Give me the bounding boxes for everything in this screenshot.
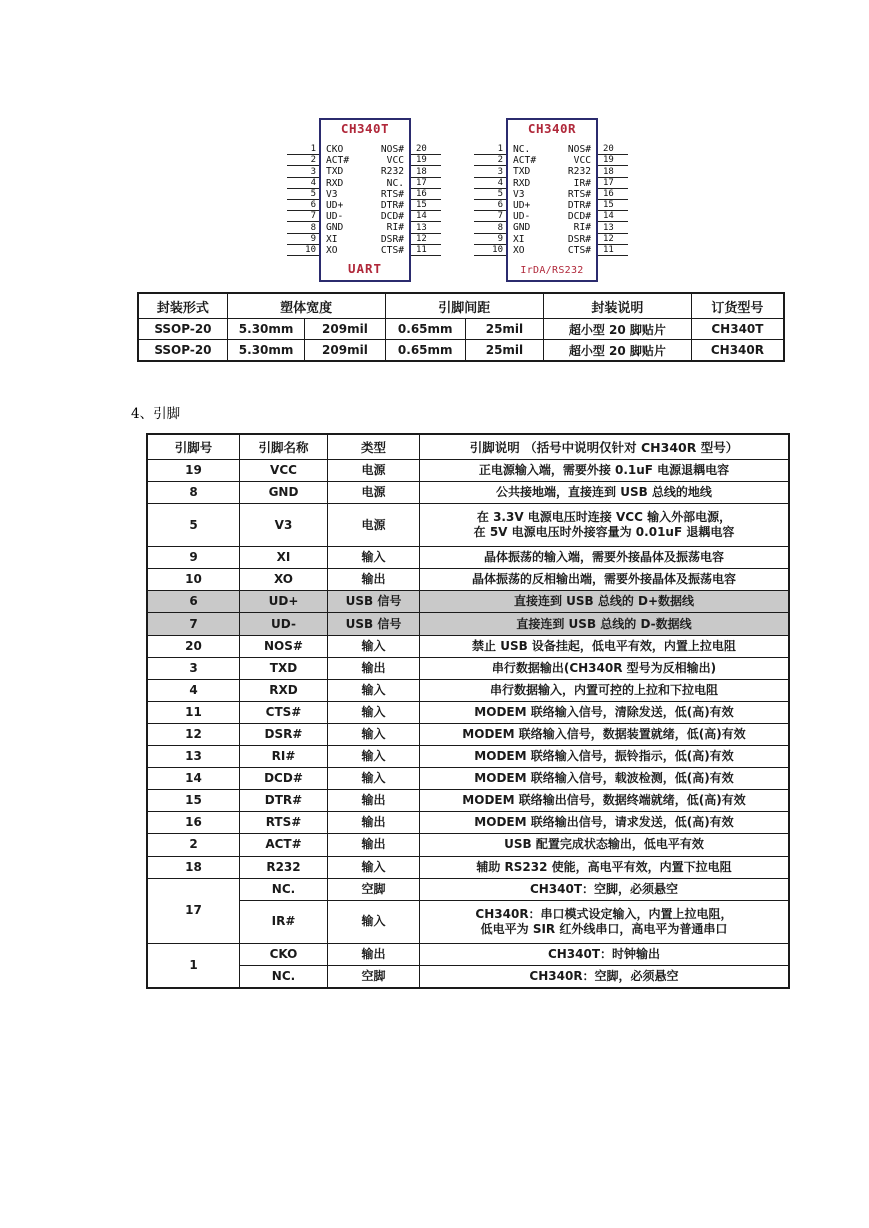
pin-description: 辅助 RS232 使能，高电平有效，内置下拉电阻	[420, 856, 790, 878]
pin-lead-left	[287, 211, 319, 222]
body-width-mil: 209mil	[305, 319, 385, 340]
pin-table-row	[147, 856, 789, 878]
pin-description: CH340R：空脚，必须悬空	[420, 965, 790, 988]
pin-description: 串行数据输出(CH340R 型号为反相输出)	[420, 657, 790, 679]
pin-number: 7	[497, 211, 503, 222]
pin-name-label: UD+	[326, 200, 344, 211]
pin-table-row	[147, 635, 789, 657]
body-width-mm: 5.30mm	[227, 319, 304, 340]
pin-name-label: VCC	[573, 155, 591, 167]
pin-table-row	[147, 613, 789, 635]
pin-number: 4	[310, 177, 316, 188]
pin-name-label: DSR#	[567, 233, 591, 245]
pin-number: 15	[147, 790, 240, 812]
pin-name: GND	[240, 482, 328, 504]
pin-description: CH340T：空脚，必须悬空	[420, 878, 790, 900]
pin-name: ACT#	[240, 834, 328, 856]
header-body-width: 塑体宽度	[227, 293, 385, 319]
pin-number: 15	[416, 200, 427, 211]
pin-lead-right	[411, 234, 441, 245]
ch340r-pinout-diagram	[506, 118, 598, 282]
pin-number: 5	[497, 188, 503, 199]
pin-name: IR#	[240, 900, 328, 943]
pin-number: 16	[147, 812, 240, 834]
pin-lead-left	[287, 245, 319, 256]
pin-type: 空脚	[328, 965, 420, 988]
pin-description: MODEM 联络输入信号，数据装置就绪，低(高)有效	[420, 723, 790, 745]
pin-name-label: UD-	[326, 211, 344, 223]
header-pin-number: 引脚号	[147, 434, 240, 460]
pin-table-row	[147, 591, 789, 613]
pin-table-row	[147, 482, 789, 504]
pin-type: 输出	[328, 569, 420, 591]
header-pin-name: 引脚名称	[240, 434, 328, 460]
header-order-model: 订货型号	[691, 293, 784, 319]
pin-name: UD+	[240, 591, 328, 613]
pin-number: 16	[603, 188, 614, 199]
pin-number: 16	[416, 188, 427, 199]
pin-lead-left	[474, 211, 506, 222]
pin-description: USB 配置完成状态输出，低电平有效	[420, 834, 790, 856]
pin-lead-right	[598, 144, 628, 155]
pin-number: 3	[497, 166, 503, 177]
package-table-row	[138, 319, 784, 340]
pin-table-row	[147, 878, 789, 900]
order-model: CH340R	[691, 340, 784, 362]
pin-table-row	[147, 547, 789, 569]
pin-number: 10	[147, 569, 240, 591]
pin-type: 电源	[328, 482, 420, 504]
pin-number: 4	[147, 679, 240, 701]
pin-name-label: CTS#	[380, 244, 404, 256]
pin-number: 4	[497, 177, 503, 188]
pin-name: VCC	[240, 460, 328, 482]
pin-number: 1	[147, 943, 240, 988]
pin-pitch-mm: 0.65mm	[385, 319, 465, 340]
pin-name: NC.	[240, 878, 328, 900]
pin-name-label: DCD#	[567, 211, 591, 223]
pin-lead-right	[411, 245, 441, 256]
pin-type: USB 信号	[328, 613, 420, 635]
pin-type: 输入	[328, 679, 420, 701]
pin-name-label: NOS#	[380, 144, 404, 155]
pin-lead-line	[474, 255, 506, 256]
ch340t-pinout-diagram	[319, 118, 411, 282]
pin-number: 6	[147, 591, 240, 613]
pin-type: 输出	[328, 790, 420, 812]
pin-number: 5	[310, 188, 316, 199]
chip-interface-label: UART	[347, 261, 383, 276]
pin-number: 1	[310, 144, 316, 155]
body-width-mm: 5.30mm	[227, 340, 304, 362]
pin-name-label: DTR#	[567, 200, 591, 211]
pin-number: 12	[416, 233, 427, 244]
package-desc: 超小型 20 脚贴片	[543, 319, 691, 340]
pin-name-label: V3	[513, 188, 525, 200]
pin-lead-left	[474, 144, 506, 155]
pin-type: 空脚	[328, 878, 420, 900]
pin-name: XO	[240, 569, 328, 591]
pin-number: 1	[497, 144, 503, 155]
pin-type: 电源	[328, 504, 420, 547]
pin-number: 9	[310, 233, 316, 244]
pin-number: 6	[497, 200, 503, 211]
pin-name-label: RTS#	[380, 188, 404, 200]
pin-number: 17	[147, 878, 240, 943]
pin-lead-left	[474, 234, 506, 245]
chip-title: CH340T	[340, 121, 390, 136]
pin-lead-right	[411, 166, 441, 177]
package-table-header	[138, 293, 784, 319]
pin-description: MODEM 联络输出信号，请求发送，低(高)有效	[420, 812, 790, 834]
pin-lead-right	[411, 211, 441, 222]
pin-number: 2	[497, 155, 503, 166]
pin-table-row	[147, 943, 789, 965]
pin-lead-left	[287, 200, 319, 211]
pin-name-label: CTS#	[567, 244, 591, 256]
package-form: SSOP-20	[138, 319, 227, 340]
pin-table-row	[147, 657, 789, 679]
pin-number: 10	[492, 244, 503, 255]
pin-number: 18	[603, 166, 614, 177]
pin-description-line: 在 5V 电源电压时外接容量为 0.01uF 退耦电容	[473, 525, 735, 540]
pin-pitch-mil: 25mil	[465, 319, 543, 340]
pin-description	[420, 900, 790, 943]
pin-lead-left	[287, 222, 319, 233]
pin-table-row	[147, 746, 789, 768]
pin-description: 禁止 USB 设备挂起，低电平有效，内置上拉电阻	[420, 635, 790, 657]
pin-number: 18	[416, 166, 427, 177]
pin-description-line: CH340R：串口模式设定输入，内置上拉电阻，	[475, 906, 733, 921]
pin-lead-right	[411, 155, 441, 166]
pin-table-row	[147, 569, 789, 591]
pin-name-label: VCC	[386, 155, 404, 167]
pin-description: MODEM 联络输入信号，载波检测，低(高)有效	[420, 768, 790, 790]
pin-name: V3	[240, 504, 328, 547]
pin-number: 14	[147, 768, 240, 790]
pin-description: MODEM 联络输出信号，数据终端就绪，低(高)有效	[420, 790, 790, 812]
pin-name-label: NC.	[513, 144, 531, 155]
pin-type: 输出	[328, 943, 420, 965]
pin-number: 13	[416, 222, 427, 233]
pin-lead-left	[474, 200, 506, 211]
pin-number: 5	[147, 504, 240, 547]
pin-type: 输入	[328, 547, 420, 569]
pin-number: 12	[603, 233, 614, 244]
pin-name: NOS#	[240, 635, 328, 657]
pin-lead-right	[411, 189, 441, 200]
pin-name-label: TXD	[326, 166, 344, 178]
pin-name-label: R232	[380, 166, 404, 178]
pin-description: 直接连到 USB 总线的 D+数据线	[420, 591, 790, 613]
pin-number: 2	[147, 834, 240, 856]
pin-name-label: R232	[567, 166, 591, 178]
pin-lead-left	[287, 144, 319, 155]
pin-number: 14	[603, 211, 614, 222]
pin-table-row	[147, 965, 789, 988]
pin-lead-right	[598, 211, 628, 222]
pin-description: 晶体振荡的输入端，需要外接晶体及振荡电容	[420, 547, 790, 569]
pin-table-row	[147, 900, 789, 943]
pin-number: 9	[147, 547, 240, 569]
pin-table-row	[147, 679, 789, 701]
pin-description-line: 低电平为 SIR 红外线串口，高电平为普通串口	[480, 921, 728, 936]
header-pin-desc: 引脚说明 （括号中说明仅针对 CH340R 型号）	[420, 434, 790, 460]
pin-number: 7	[310, 211, 316, 222]
pin-type: 输入	[328, 701, 420, 723]
pin-description: CH340T：时钟输出	[420, 943, 790, 965]
pin-name: UD-	[240, 613, 328, 635]
header-package-form: 封装形式	[138, 293, 227, 319]
pin-description: MODEM 联络输入信号，振铃指示，低(高)有效	[420, 746, 790, 768]
pin-name-label: UD-	[513, 211, 531, 223]
pin-type: 输入	[328, 746, 420, 768]
pin-number: 18	[147, 856, 240, 878]
pin-number: 17	[603, 177, 614, 188]
pin-table-row	[147, 834, 789, 856]
pin-number: 15	[603, 200, 614, 211]
pin-number: 19	[147, 460, 240, 482]
pin-description: 公共接地端，直接连到 USB 总线的地线	[420, 482, 790, 504]
pin-name-label: RI#	[573, 222, 591, 234]
pin-type: 电源	[328, 460, 420, 482]
pin-number: 13	[603, 222, 614, 233]
pin-lead-left	[474, 166, 506, 177]
pin-lead-right	[411, 222, 441, 233]
pin-number: 19	[603, 155, 614, 166]
pin-lead-left	[287, 178, 319, 189]
pin-type: 输出	[328, 812, 420, 834]
pin-number: 20	[603, 144, 614, 155]
pin-number: 11	[416, 244, 427, 255]
pin-table-header	[147, 434, 789, 460]
pin-name-label: ACT#	[513, 155, 537, 167]
header-pin-pitch: 引脚间距	[385, 293, 543, 319]
pin-table-row	[147, 723, 789, 745]
pin-name-label: IR#	[573, 177, 591, 189]
package-table-row	[138, 340, 784, 362]
pin-number: 10	[305, 244, 316, 255]
order-model: CH340T	[691, 319, 784, 340]
pin-lead-left	[474, 178, 506, 189]
pin-name: DTR#	[240, 790, 328, 812]
pin-type: 输入	[328, 768, 420, 790]
pin-lead-left	[287, 234, 319, 245]
pin-lead-right	[411, 144, 441, 155]
pin-type: 输出	[328, 657, 420, 679]
pin-table-row	[147, 790, 789, 812]
pin-number: 11	[603, 244, 614, 255]
pin-name-label: UD+	[513, 200, 531, 211]
chip-title: CH340R	[527, 121, 577, 136]
pin-name-label: GND	[326, 222, 344, 234]
pin-name: TXD	[240, 657, 328, 679]
pin-description: 晶体振荡的反相输出端，需要外接晶体及振荡电容	[420, 569, 790, 591]
pin-number: 12	[147, 723, 240, 745]
body-width-mil: 209mil	[305, 340, 385, 362]
pin-name: CKO	[240, 943, 328, 965]
pin-lead-right	[598, 222, 628, 233]
pin-name: DCD#	[240, 768, 328, 790]
pin-lead-right	[598, 245, 628, 256]
pin-name: DSR#	[240, 723, 328, 745]
pin-lead-right	[598, 189, 628, 200]
pin-lead-right	[598, 178, 628, 189]
pin-description: 串行数据输入，内置可控的上拉和下拉电阻	[420, 679, 790, 701]
pin-name-label: DCD#	[380, 211, 404, 223]
pin-description: MODEM 联络输入信号，清除发送，低(高)有效	[420, 701, 790, 723]
pin-name: RTS#	[240, 812, 328, 834]
pin-number: 20	[416, 144, 427, 155]
pin-description	[420, 504, 790, 547]
pin-number: 9	[497, 233, 503, 244]
pin-type: USB 信号	[328, 591, 420, 613]
pin-lead-left	[287, 166, 319, 177]
pin-name-label: NC.	[386, 177, 404, 189]
pin-lead-right	[411, 200, 441, 211]
pin-name: NC.	[240, 965, 328, 988]
pin-name: R232	[240, 856, 328, 878]
pin-name-label: RTS#	[567, 188, 591, 200]
pin-table-row	[147, 460, 789, 482]
pin-number: 8	[147, 482, 240, 504]
pin-name: RI#	[240, 746, 328, 768]
pin-name-label: ACT#	[326, 155, 350, 167]
pin-name: CTS#	[240, 701, 328, 723]
pin-name-label: DTR#	[380, 200, 404, 211]
pin-number: 14	[416, 211, 427, 222]
pin-name-label: XO	[513, 244, 525, 256]
pin-lead-left	[474, 222, 506, 233]
pin-lead-line	[411, 255, 441, 256]
pin-pitch-mm: 0.65mm	[385, 340, 465, 362]
pin-description: 正电源输入端，需要外接 0.1uF 电源退耦电容	[420, 460, 790, 482]
pin-table-row	[147, 812, 789, 834]
pin-description-line: 在 3.3V 电源电压时连接 VCC 输入外部电源，	[476, 510, 732, 525]
pin-lead-right	[598, 155, 628, 166]
pin-name-label: RXD	[326, 177, 344, 189]
pin-name-label: CKO	[326, 144, 344, 155]
package-table	[137, 292, 785, 362]
pin-description-table	[146, 433, 790, 989]
pin-type: 输入	[328, 635, 420, 657]
header-pin-type: 类型	[328, 434, 420, 460]
pin-description: 直接连到 USB 总线的 D-数据线	[420, 613, 790, 635]
pin-number: 3	[310, 166, 316, 177]
pin-lead-right	[598, 166, 628, 177]
pin-name-label: RI#	[386, 222, 404, 234]
pin-lead-line	[598, 255, 628, 256]
pin-lead-left	[474, 245, 506, 256]
pin-number: 11	[147, 701, 240, 723]
pin-type: 输出	[328, 834, 420, 856]
pin-number: 2	[310, 155, 316, 166]
pin-number: 6	[310, 200, 316, 211]
pin-lead-right	[411, 178, 441, 189]
pin-lead-left	[474, 155, 506, 166]
pin-number: 19	[416, 155, 427, 166]
pin-type: 输入	[328, 856, 420, 878]
pin-lead-right	[598, 200, 628, 211]
pin-name-label: RXD	[513, 177, 531, 189]
pin-pitch-mil: 25mil	[465, 340, 543, 362]
package-form: SSOP-20	[138, 340, 227, 362]
pin-name-label: V3	[326, 188, 338, 200]
chip-interface-label: IrDA/RS232	[520, 265, 584, 276]
pin-table-row	[147, 701, 789, 723]
section-heading: 4、引脚	[131, 406, 181, 422]
pin-name-label: GND	[513, 222, 531, 234]
pin-number: 7	[147, 613, 240, 635]
pin-type: 输入	[328, 900, 420, 943]
pin-table-row	[147, 768, 789, 790]
pin-lead-left	[287, 155, 319, 166]
pin-lead-line	[287, 255, 319, 256]
pin-table-row	[147, 504, 789, 547]
pin-name-label: XI	[513, 233, 525, 245]
header-package-desc: 封装说明	[543, 293, 691, 319]
pin-number: 20	[147, 635, 240, 657]
pin-number: 17	[416, 177, 427, 188]
pin-number: 8	[497, 222, 503, 233]
pin-lead-left	[474, 189, 506, 200]
pin-name-label: NOS#	[567, 144, 591, 155]
pin-name: RXD	[240, 679, 328, 701]
pin-lead-right	[598, 234, 628, 245]
pin-name-label: XO	[326, 244, 338, 256]
pin-number: 13	[147, 746, 240, 768]
pin-name: XI	[240, 547, 328, 569]
pin-name-label: XI	[326, 233, 338, 245]
pin-lead-left	[287, 189, 319, 200]
pin-number: 8	[310, 222, 316, 233]
package-desc: 超小型 20 脚贴片	[543, 340, 691, 362]
pin-number: 3	[147, 657, 240, 679]
pin-type: 输入	[328, 723, 420, 745]
pin-name-label: DSR#	[380, 233, 404, 245]
pin-name-label: TXD	[513, 166, 531, 178]
